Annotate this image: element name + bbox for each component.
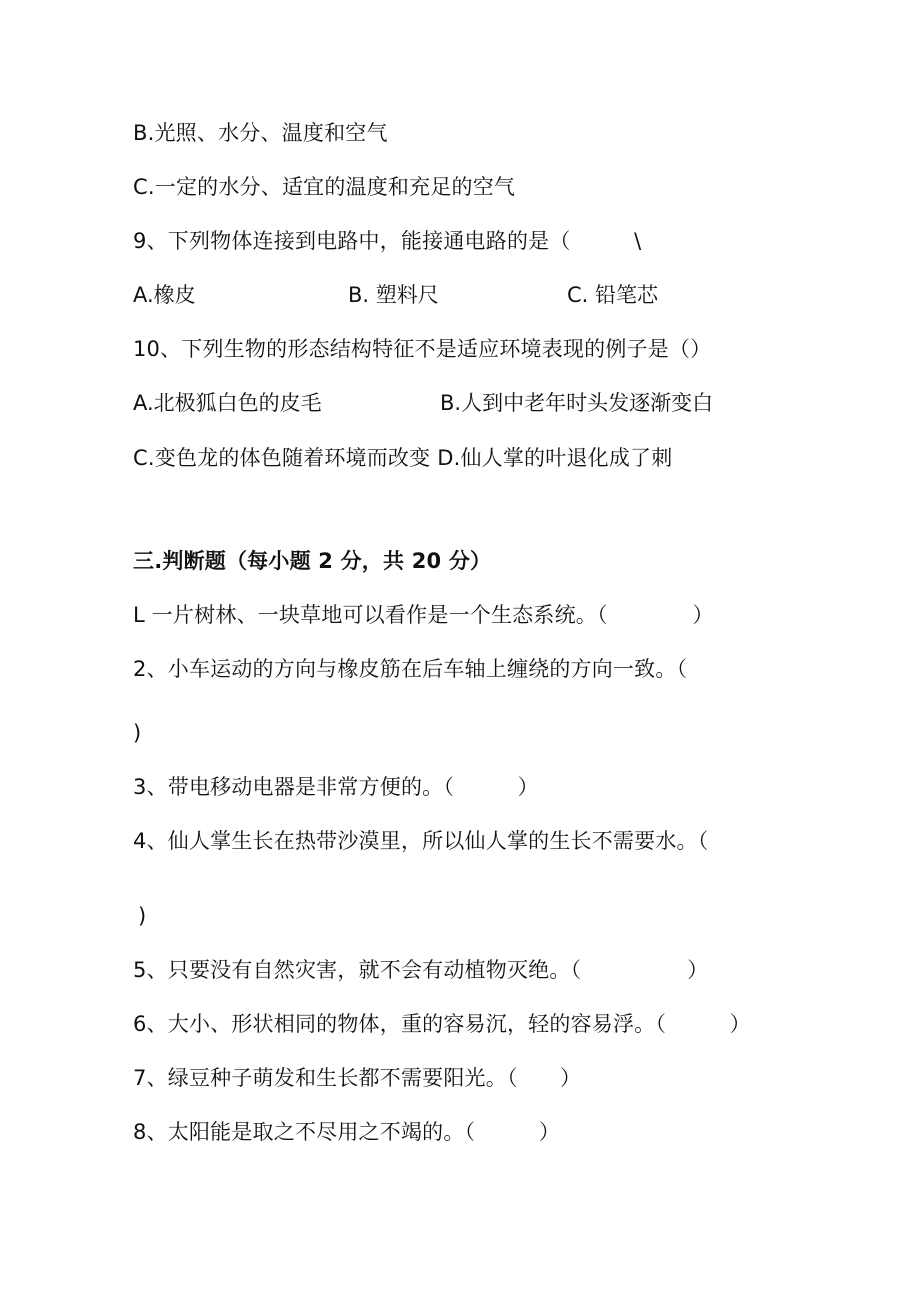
q10-option-a: A.北极狐白色的皮毛 (133, 391, 322, 415)
judge-2-close: ) (133, 721, 142, 745)
q9-option-c: C. 铅笔芯 (567, 283, 659, 307)
judge-4-close: ) (138, 904, 147, 928)
judge-4: 4、仙人掌生长在热带沙漠里，所以仙人掌的生长不需要水。（ (133, 829, 709, 853)
judge-6: 6、大小、形状相同的物体，重的容易沉，轻的容易浮。（ ） (133, 1012, 751, 1036)
judge-7: 7、绿豆种子萌发和生长都不需要阳光。（ ） (133, 1066, 582, 1090)
q9-option-a: A.橡皮 (133, 283, 196, 307)
q8-option-b: B.光照、水分、温度和空气 (133, 121, 388, 145)
q10-options-cd: C.变色龙的体色随着环境而改变 D.仙人掌的叶退化成了刺 (133, 446, 673, 470)
q10-option-b: B.人到中老年时头发逐渐变白 (440, 391, 714, 415)
q9-option-b: B. 塑料尺 (348, 283, 439, 307)
judge-8: 8、太阳能是取之不尽用之不竭的。（ ） (133, 1120, 561, 1144)
q8-option-c: C.一定的水分、适宜的温度和充足的空气 (133, 175, 516, 199)
question-10: 10、下列生物的形态结构特征不是适应环境表现的例子是（） (133, 337, 712, 361)
section-title: 三.判断题（每小题 2 分，共 20 分） (133, 549, 492, 573)
judge-3: 3、带电移动电器是非常方便的。（ ） (133, 775, 539, 799)
judge-2: 2、小车运动的方向与橡皮筋在后车轴上缠绕的方向一致。（ (133, 657, 688, 681)
question-9: 9、下列物体连接到电路中，能接通电路的是（ \ (133, 229, 642, 253)
judge-1: L 一片树林、一块草地可以看作是一个生态系统。（ ） (133, 603, 714, 627)
judge-5: 5、只要没有自然灾害，就不会有动植物灭绝。（ ） (133, 958, 709, 982)
